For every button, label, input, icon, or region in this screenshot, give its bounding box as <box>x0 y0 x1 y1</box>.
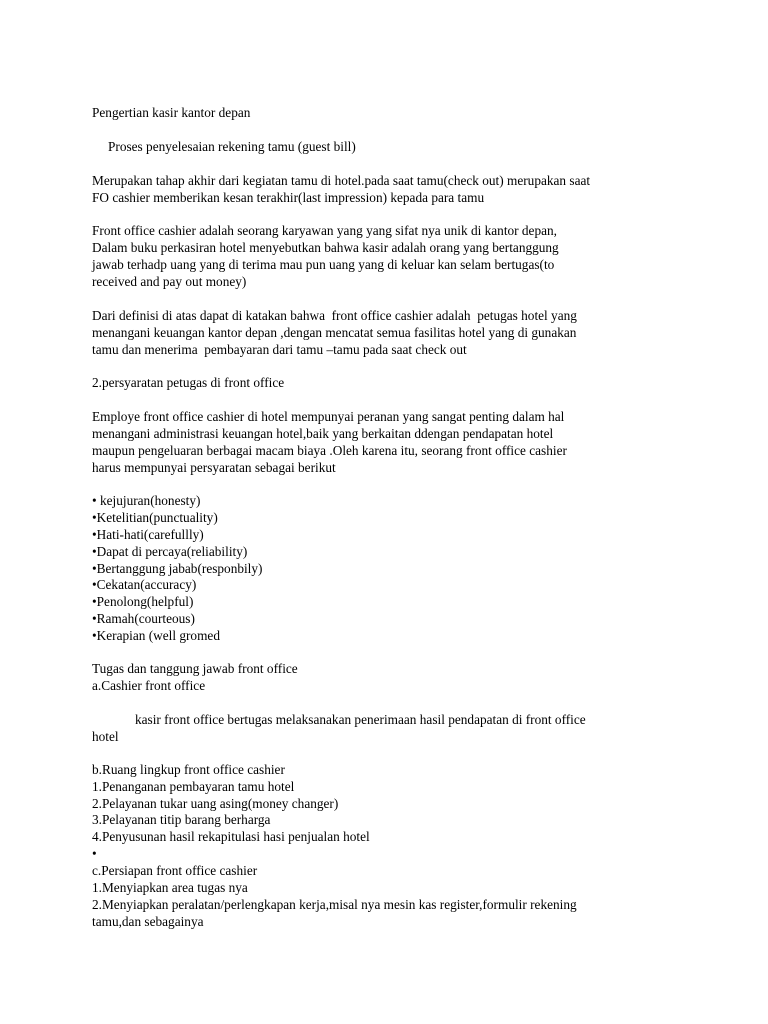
list-item: 3.Pelayanan titip barang berharga <box>92 812 271 827</box>
subsection-heading: b.Ruang lingkup front office cashier <box>92 762 285 777</box>
paragraph-line: jawab terhadp uang yang di terima mau pun uang yang di keluar kan selam bertugas(to <box>92 257 555 272</box>
document-title: Pengertian kasir kantor depan <box>92 105 251 120</box>
subsection-heading: a.Cashier front office <box>92 678 206 693</box>
list-item: • <box>92 846 97 861</box>
paragraph-line: Employe front office cashier di hotel mempunyai peranan yang sangat penting dalam hal <box>92 409 565 424</box>
list-item: • kejujuran(honesty) <box>92 493 201 508</box>
paragraph-line: Merupakan tahap akhir dari kegiatan tamu di hotel.pada saat tamu(check out) merupakan saat <box>92 173 591 188</box>
list-item: •Cekatan(accuracy) <box>92 577 197 592</box>
list-item: •Penolong(helpful) <box>92 594 194 609</box>
paragraph-line: harus mempunyai persyaratan sebagai berikut <box>92 460 336 475</box>
list-item: tamu,dan sebagainya <box>92 914 204 929</box>
list-item: 4.Penyusunan hasil rekapitulasi hasi penjualan hotel <box>92 829 370 844</box>
paragraph-line: received and pay out money) <box>92 274 247 289</box>
section-heading: 2.persyaratan petugas di front office <box>92 375 285 390</box>
paragraph-line: hotel <box>92 729 119 744</box>
paragraph-line: Dari definisi di atas dapat di katakan bahwa front office cashier adalah petugas hotel yang <box>92 308 577 323</box>
paragraph-line: tamu dan menerima pembayaran dari tamu –tamu pada saat check out <box>92 342 467 357</box>
paragraph-line: FO cashier memberikan kesan terakhir(last impression) kepada para tamu <box>92 190 485 205</box>
document-subtitle: Proses penyelesaian rekening tamu (guest bill) <box>108 139 356 154</box>
paragraph-line: Front office cashier adalah seorang karyawan yang yang sifat nya unik di kantor depan, <box>92 223 557 238</box>
paragraph-line: Dalam buku perkasiran hotel menyebutkan bahwa kasir adalah orang yang bertanggung <box>92 240 559 255</box>
list-item: 1.Menyiapkan area tugas nya <box>92 880 248 895</box>
paragraph-line: menangani keuangan kantor depan ,dengan mencatat semua fasilitas hotel yang di gunakan <box>92 325 577 340</box>
list-item: 2.Menyiapkan peralatan/perlengkapan kerja,misal nya mesin kas register,formulir rekening <box>92 897 577 912</box>
section-heading: Tugas dan tanggung jawab front office <box>92 661 298 676</box>
paragraph-line: kasir front office bertugas melaksanakan penerimaan hasil pendapatan di front office <box>135 712 586 727</box>
list-item: •Ramah(courteous) <box>92 611 195 626</box>
list-item: •Ketelitian(punctuality) <box>92 510 218 525</box>
paragraph-line: maupun pengeluaran berbagai macam biaya .Oleh karena itu, seorang front office cashier <box>92 443 567 458</box>
list-item: •Bertanggung jabab(responbily) <box>92 561 263 576</box>
list-item: •Dapat di percaya(reliability) <box>92 544 248 559</box>
list-item: •Kerapian (well gromed <box>92 628 220 643</box>
list-item: 1.Penanganan pembayaran tamu hotel <box>92 779 295 794</box>
list-item: •Hati-hati(carefullly) <box>92 527 204 542</box>
paragraph-line: menangani administrasi keuangan hotel,baik yang berkaitan ddengan pendapatan hotel <box>92 426 554 441</box>
subsection-heading: c.Persiapan front office cashier <box>92 863 258 878</box>
list-item: 2.Pelayanan tukar uang asing(money changer) <box>92 796 339 811</box>
